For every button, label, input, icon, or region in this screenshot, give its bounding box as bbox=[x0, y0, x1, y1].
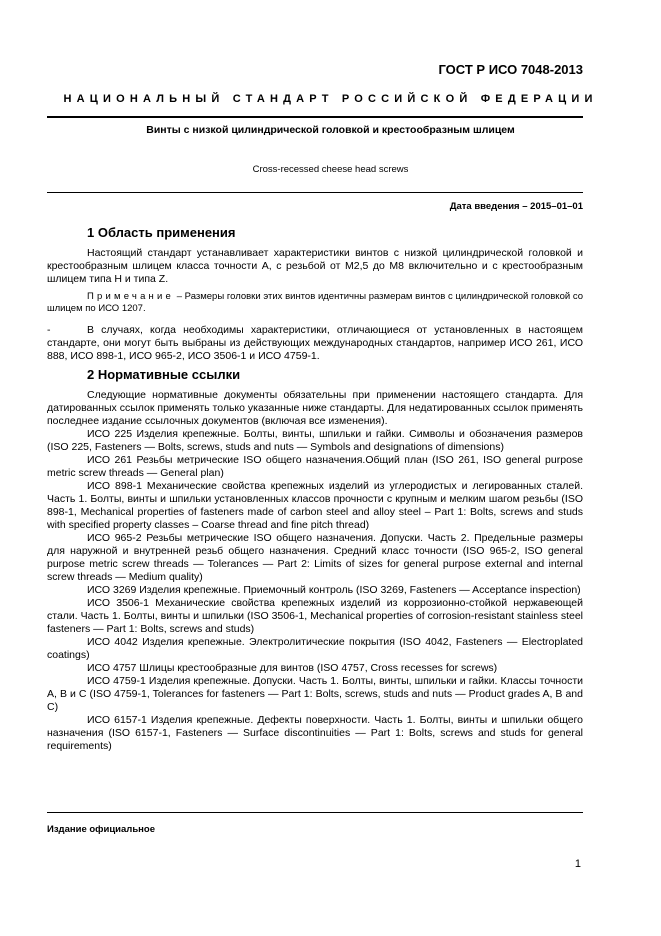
bullet-paragraph bbox=[47, 324, 583, 363]
reference-item: ИСО 225 Изделия крепежные. Болты, винты, шпильки и гайки. Символы и обозначения размеров (ISO 225, Fasteners — Bolts, screws, studs and nuts — Symbols and designations of dimensions) bbox=[47, 428, 583, 453]
note-label: Примечание bbox=[87, 291, 174, 302]
title-rule bbox=[47, 192, 583, 193]
header-rule bbox=[47, 116, 583, 118]
reference-item: ИСО 6157-1 Изделия крепежные. Дефекты поверхности. Часть 1. Болты, винты и шпильки общего назначения (ISO 6157-1, Fasteners — Surface discontinuities — Part 1: Bolts, screws and studs for general requirements) bbox=[47, 714, 583, 752]
footer-rule bbox=[47, 812, 583, 813]
section-2-body bbox=[47, 389, 583, 753]
reference-item: ИСО 898-1 Механические свойства крепежных изделий из углеродистых и легированных сталей. Часть 1. Болты, винты и шпильки установленных классов прочности с крупным и мелким шагом резьбы (ISO 898-1, Mechanical properties of fasteners made of carbon steel and alloy steel – Part 1: Bolts, screws and studs with specified property classes – Coarse thread and fine pitch thread) bbox=[47, 480, 583, 531]
standard-code: ГОСТ Р ИСО 7048-2013 bbox=[438, 62, 583, 77]
document-title-en: Cross-recessed cheese head screws bbox=[252, 164, 409, 175]
reference-item: ИСО 3506-1 Механические свойства крепежных изделий из коррозионно-стойкой нержавеющей стали. Часть 1. Болты, винты и шпильки (ISO 3506-1, Mechanical properties of corrosion-resistant stainless steel fasteners — Part 1: Bolts, screws and studs) bbox=[47, 597, 583, 635]
section-1-body bbox=[47, 247, 583, 363]
reference-item: ИСО 4757 Шлицы крестообразные для винтов (ISO 4757, Cross recesses for screws) bbox=[87, 662, 498, 674]
reference-item: ИСО 261 Резьбы метрические ISO общего назначения.Общий план (ISO 261, ISO general purpose metric screw threads — General plan) bbox=[47, 454, 583, 479]
bullet-mark: - bbox=[47, 324, 51, 336]
section-1-heading: 1 Область применения bbox=[87, 225, 236, 240]
note-text: – Размеры головки этих винтов идентичны размерам винтов с цилиндрической головкой со шлицем по ИСО 1207. bbox=[47, 291, 583, 314]
normative-intro: Следующие нормативные документы обязательны при применении настоящего стандарта. Для датированных ссылок применять только указанные ниже стандарты. Для недатированных ссылок применять последнее издание ссылочных документов (включая все изменения). bbox=[47, 389, 583, 427]
note-paragraph bbox=[47, 291, 583, 315]
reference-item: ИСО 4759-1 Изделия крепежные. Допуски. Часть 1. Болты, винты, шпильки и гайки. Классы точности A, B и C (ISO 4759-1, Tolerances for fasteners — Part 1: Bolts, screws, studs and nuts — Product grades A, B and C) bbox=[47, 675, 583, 713]
reference-item: ИСО 3269 Изделия крепежные. Приемочный контроль (ISO 3269, Fasteners — Acceptance inspection) bbox=[87, 584, 581, 596]
section-2-heading: 2 Нормативные ссылки bbox=[87, 367, 241, 382]
official-edition-label: Издание официальное bbox=[47, 824, 155, 835]
national-standard-heading: НАЦИОНАЛЬНЫЙ СТАНДАРТ РОССИЙСКОЙ ФЕДЕРАЦИИ bbox=[63, 93, 598, 105]
effective-date: Дата введения – 2015–01–01 bbox=[449, 201, 583, 212]
scope-paragraph: Настоящий стандарт устанавливает характеристики винтов с низкой цилиндрической головкой и крестообразным шлицем класса точности А, с резьбой от М2,5 до М8 включительно и с крестообразным шлицем типа H и типа Z. bbox=[47, 247, 583, 285]
bullet-text: В случаях, когда необходимы характеристики, отличающиеся от установленных в настоящем стандарте, они могут быть выбраны из действующих международных стандартов, например ИСО 261, ИСО 888, ИСО 898-1, ИСО 965-2, ИСО 3506-1 и ИСО 4759-1. bbox=[47, 324, 583, 362]
reference-item: ИСО 965-2 Резьбы метрические ISO общего назначения. Допуски. Часть 2. Предельные размеры для наружной и внутренней резьб общего назначения. Средний класс точности (ISO 965-2, ISO general purpose metric screw threads — Tolerances — Part 2: Limits of sizes for general purpose external and internal screw threads — Medium quality) bbox=[47, 532, 583, 583]
page-number: 1 bbox=[574, 858, 581, 870]
document-title-ru: Винты с низкой цилиндрической головкой и крестообразным шлицем bbox=[146, 124, 515, 136]
reference-item: ИСО 4042 Изделия крепежные. Электролитические покрытия (ISO 4042, Fasteners — Electroplated coatings) bbox=[47, 636, 583, 661]
